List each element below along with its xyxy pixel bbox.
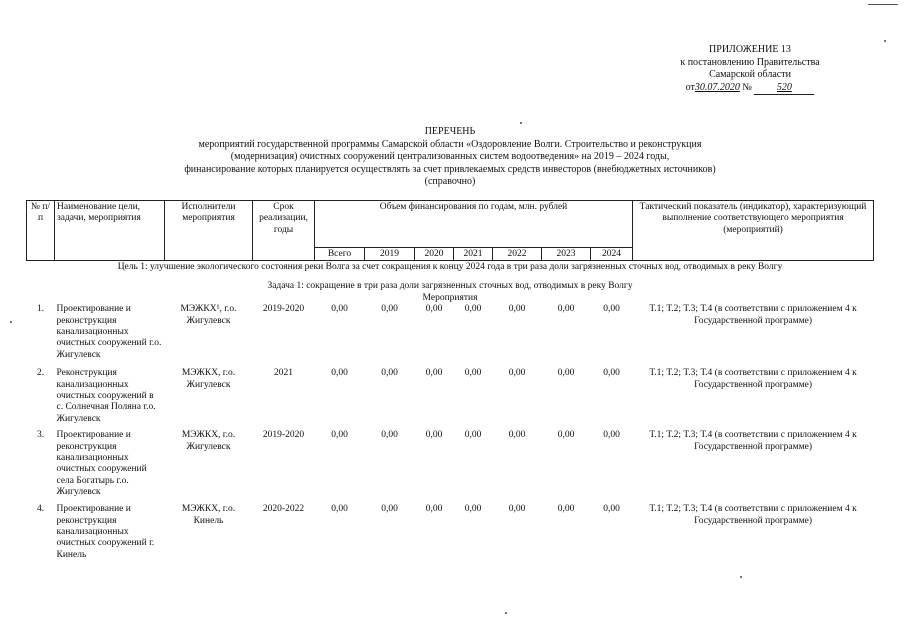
document-heading <box>120 126 780 189</box>
row-executor: МЭЖКХ, г.о. Жигулевск <box>181 430 236 452</box>
appendix-line1: к постановлению Правительства <box>680 56 820 68</box>
table-row <box>27 504 874 566</box>
row-value-2022: 0,00 <box>508 504 526 515</box>
scan-speck <box>10 321 12 323</box>
table-row <box>27 368 874 430</box>
goal-text: Цель 1: улучшение экологического состояния реки Волга за счет сокращения к концу 2024 года в три раза доли загрязненных сточных вод, отводимых в реку Волгу <box>27 261 874 274</box>
header-finance: Объем финансирования по годам, млн. рублей <box>315 201 633 248</box>
row-executor: МЭЖКХ, г.о. Кинель <box>181 504 236 526</box>
heading-line3: финансирование которых планируется осуществлять за счет привлекаемых средств инвесторов (внебюджетных источников) <box>184 163 716 175</box>
row-value-total: 0,00 <box>331 504 348 515</box>
heading-line1: мероприятий государственной программы Самарской области «Оздоровление Волги. Строительство и реконструкция <box>198 138 702 150</box>
scan-speck <box>520 122 522 124</box>
header-term: Срок реализации, годы <box>253 201 315 261</box>
task-row <box>27 273 874 292</box>
row-num: 4. <box>36 504 45 515</box>
row-value-2023: 0,00 <box>557 304 575 315</box>
row-value-2019: 0,00 <box>381 430 398 441</box>
row-value-2019: 0,00 <box>381 504 398 515</box>
appendix-date-line <box>640 82 860 96</box>
table-row <box>27 430 874 504</box>
row-indicator: Т.1; Т.2; Т.3; Т.4 (в соответствии с приложением 4 к Государственной программе) <box>649 504 857 526</box>
row-value-2024: 0,00 <box>603 430 620 441</box>
row-value-2022: 0,00 <box>508 304 526 315</box>
table-row <box>27 304 874 368</box>
header-year-2022: 2022 <box>493 248 542 261</box>
row-term: 2019-2020 <box>262 304 305 315</box>
header-year-2019: 2019 <box>365 248 415 261</box>
row-value-total: 0,00 <box>331 304 348 315</box>
header-name: Наименование цели, задачи, мероприятия <box>55 201 165 261</box>
row-num: 1. <box>36 304 45 315</box>
row-value-2023: 0,00 <box>557 430 575 441</box>
row-term: 2020-2022 <box>262 504 305 515</box>
row-indicator: Т.1; Т.2; Т.3; Т.4 (в соответствии с приложением 4 к Государственной программе) <box>649 430 857 452</box>
header-year-2024: 2024 <box>591 248 633 261</box>
header-year-2021: 2021 <box>454 248 493 261</box>
row-value-total: 0,00 <box>331 430 348 441</box>
row-executor: МЭЖКХ, г.о. Жигулевск <box>181 368 236 390</box>
appendix-line2: Самарской области <box>709 69 791 80</box>
heading-line4: (справочно) <box>424 176 476 187</box>
scan-mark <box>868 4 898 5</box>
scan-speck <box>884 40 886 42</box>
row-value-2024: 0,00 <box>603 504 620 515</box>
header-year-2023: 2023 <box>542 248 591 261</box>
row-value-2021: 0,00 <box>464 368 482 379</box>
row-value-2019: 0,00 <box>381 368 398 379</box>
header-executor: Исполнители мероприятия <box>165 201 253 261</box>
appendix-block <box>640 44 860 95</box>
row-value-2020: 0,00 <box>425 430 443 441</box>
scan-speck <box>740 576 742 578</box>
row-value-2019: 0,00 <box>381 304 398 315</box>
header-num: № п/п <box>27 201 55 261</box>
row-term: 2021 <box>274 368 293 379</box>
row-indicator: Т.1; Т.2; Т.3; Т.4 (в соответствии с приложением 4 к Государственной программе) <box>649 304 857 326</box>
row-term: 2019-2020 <box>262 430 305 441</box>
section-label: Мероприятия <box>422 292 478 303</box>
date-value: 30.07.2020 <box>694 81 740 93</box>
header-indicator: Тактический показатель (индикатор), характеризующий выполнение соответствующего мероприятия (мероприятий) <box>633 201 874 261</box>
row-value-2023: 0,00 <box>557 504 575 515</box>
row-value-2020: 0,00 <box>425 504 443 515</box>
row-value-2023: 0,00 <box>557 368 575 379</box>
heading-line2: (модернизация) очистных сооружений централизованных систем водоотведения» на 2019 – 2024 годы, <box>230 151 670 162</box>
row-value-2024: 0,00 <box>603 304 620 315</box>
row-value-2022: 0,00 <box>508 430 526 441</box>
row-value-2021: 0,00 <box>464 504 482 515</box>
row-value-2022: 0,00 <box>508 368 526 379</box>
row-num: 3. <box>36 430 45 441</box>
row-name: Реконструкция канализационных очистных сооружений в с. Солнечная Поляна г.о. Жигулевск <box>56 368 156 424</box>
row-value-total: 0,00 <box>331 368 348 379</box>
date-prefix: от <box>685 81 695 93</box>
row-value-2021: 0,00 <box>464 430 482 441</box>
appendix-title: ПРИЛОЖЕНИЕ 13 <box>709 44 791 55</box>
row-value-2021: 0,00 <box>464 304 482 315</box>
row-num: 2. <box>36 368 45 379</box>
task-text: Задача 1: сокращение в три раза доли загрязненных сточных вод, отводимых в реку Волгу <box>267 281 633 292</box>
row-value-2020: 0,00 <box>425 368 443 379</box>
number-value: 520 <box>754 82 814 96</box>
header-year-total: Всего <box>315 248 365 261</box>
header-year-2020: 2020 <box>415 248 454 261</box>
row-executor: МЭЖКХ¹, г.о. Жигулевск <box>180 304 237 326</box>
scan-speck <box>505 612 507 614</box>
row-value-2020: 0,00 <box>425 304 443 315</box>
row-indicator: Т.1; Т.2; Т.3; Т.4 (в соответствии с приложением 4 к Государственной программе) <box>649 368 857 390</box>
section-row <box>27 293 874 304</box>
header-row <box>27 201 874 248</box>
goal-row <box>27 261 874 274</box>
number-prefix: № <box>742 81 752 93</box>
row-name: Проектирование и реконструкция канализационных очистных сооружений г. Кинель <box>56 504 155 560</box>
row-name: Проектирование и реконструкция канализационных очистных сооружений г.о. Жигулевск <box>56 304 162 360</box>
heading-title: ПЕРЕЧЕНЬ <box>424 126 476 137</box>
measures-table <box>26 200 874 566</box>
row-name: Проектирование и реконструкция канализационных очистных сооружений села Богатырь г.о. Жигулевск <box>56 430 147 498</box>
row-value-2024: 0,00 <box>603 368 620 379</box>
